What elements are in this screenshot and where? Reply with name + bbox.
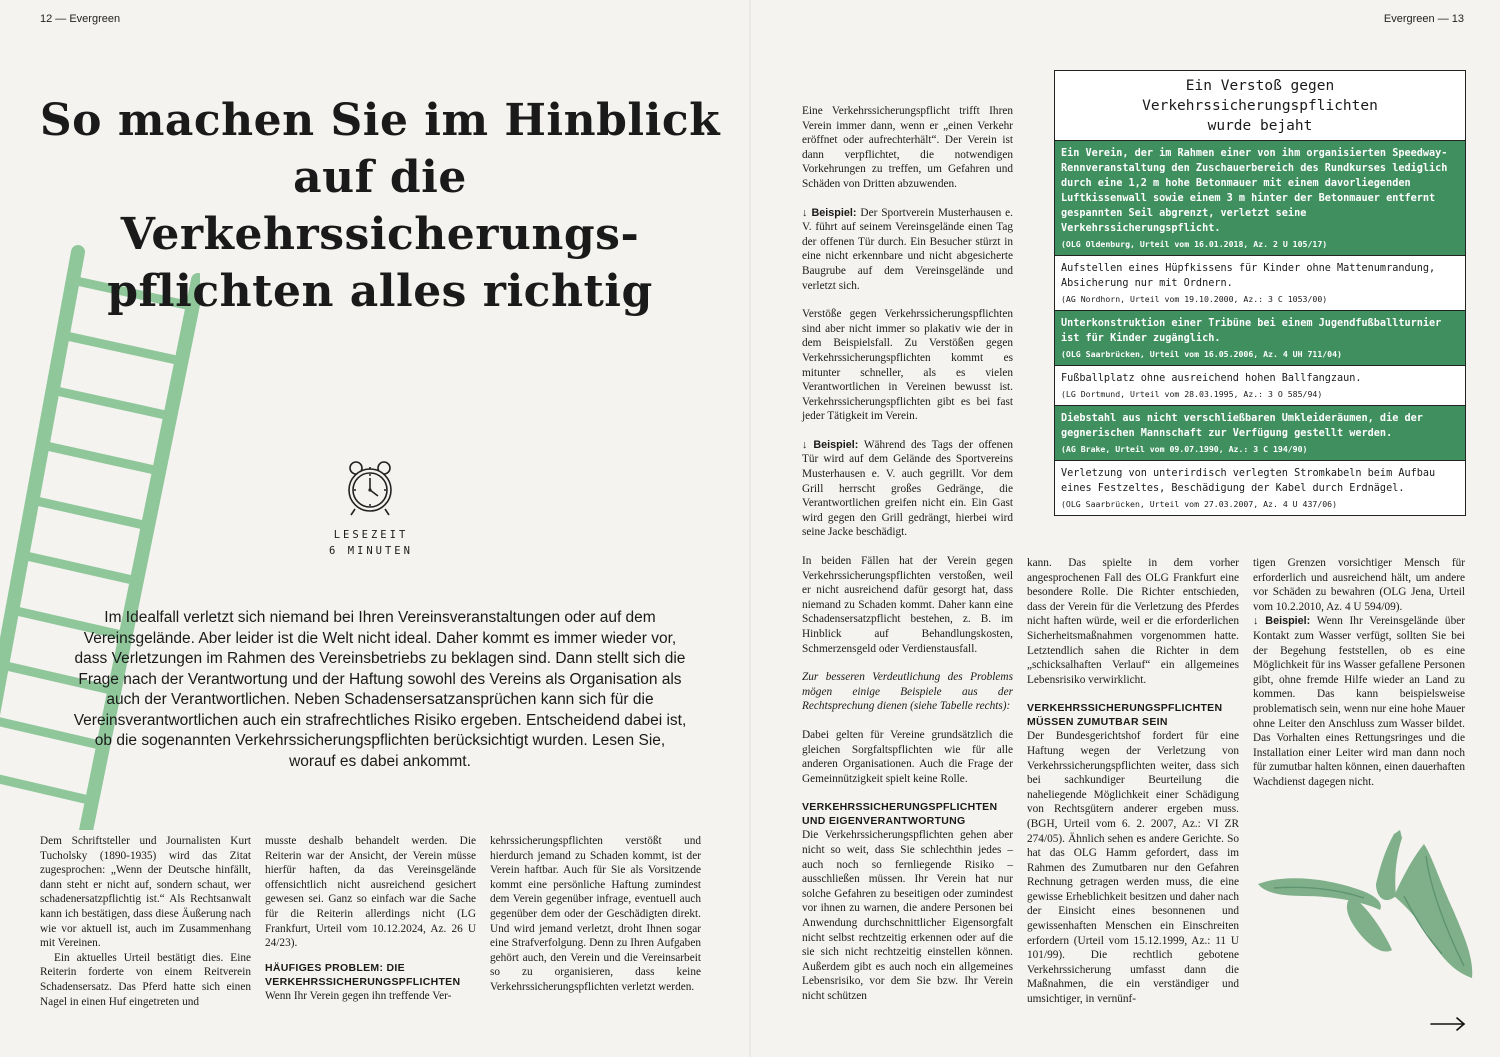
example-label: ↓ Beispiel:	[802, 438, 859, 451]
body-column-6	[1253, 556, 1465, 790]
folio-left: 12 — Evergreen	[40, 13, 121, 25]
body-column-5	[1027, 556, 1239, 1007]
table-row	[1055, 365, 1465, 405]
example-paragraph	[1253, 614, 1465, 789]
subheading: VERKEHRSSICHERUNGSPFLICHTEN MÜSSEN ZUMUTBAR SEIN	[1027, 702, 1223, 729]
table-row	[1055, 405, 1465, 460]
case-source: (OLG Saarbrücken, Urteil vom 16.05.2006, Az. 4 UH 711/04)	[1061, 349, 1342, 359]
body-paragraph: Eine Verkehrssicherungspflicht trifft Ihren Verein immer dann, wenn er „einen Verkehr eröffnet oder aufrechterhält“. Der Verein ist dann verpflichtet, die notwendigen Vorkehrungen zu treffen, um Gefahren und Schäden von Dritten abzuwenden.	[802, 105, 1013, 190]
table-row	[1055, 310, 1465, 365]
case-source: (LG Dortmund, Urteil vom 28.03.1995, Az.: 3 O 585/94)	[1061, 389, 1323, 399]
example-label: ↓ Beispiel:	[1253, 615, 1311, 628]
body-paragraph: Dem Schriftsteller und Journalisten Kurt Tucholsky (1890-1935) wird das Zitat zugesprochen: „Wenn der Deutsche hinfällt, dann steht er nicht auf, sondern schaut, wer schadenersatzpflichtig ist.“ Als Rechtsanwalt kann ich bestätigen, dass diese Äußerung nach wie vor aktuell ist, auch im Zusammenhang mit Vereinen.	[40, 835, 251, 950]
example-text: Der Sportverein Musterhausen e. V. führt auf seinem Vereinsgelände einen Tag der offenen Tür durch. Ein Besucher stürzt in eine nicht erkennbare und nicht abgesicherte Baugrube auf dem Vereinsgelände und verletzt sich.	[802, 206, 1013, 292]
body-paragraph: kehrssicherungspflichten verstößt und hierdurch jemand zu Schaden kommt, ist der Verein haftbar. Auch für Sie als Vorsitzende kommt eine persönliche Haftung zumindest dem Verein gegenüber infrage, eventuell auch gegenüber dem oder der Geschädigten direkt. Und wird jemand verletzt, droht Ihnen sogar eine Strafverfolgung. Denn zu Ihren Aufgaben gehört auch, den Verein und die Vereinsarbeit so zu organisieren, dass keine Verkehrssicherungspflichten verletzt werden.	[490, 835, 701, 993]
table-title	[1055, 71, 1465, 140]
case-text: Fußballplatz ohne ausreichend hohen Ballfangzaun.	[1061, 373, 1362, 384]
body-paragraph: In beiden Fällen hat der Verein gegen Verkehrssicherungspflichten verstoßen, weil er nicht ausreichend dafür gesorgt hat, dass niemand zu Schaden kommt. Daher kann eine Schadensersatzpflicht bestehen, z. B. im Hinblick auf Behandlungskosten, Schmerzensgeld oder Verdienstausfall.	[802, 555, 1013, 655]
example-text: Wenn Ihr Vereinsgelände über Kontakt zum Wasser verfügt, sollten Sie bei der Begehung feststellen, ob es eine Möglichkeit für ins Wasser gefallene Personen gibt, ohne fremde Hilfe wieder an Land zu kommen. Das kann beispielsweise problematisch sein, wenn nur eine hohe Mauer ohne Leiter den Anschluss zum Wasser bildet. Das Vorhalten eines Rettungsringes und die Installation einer Leiter wird man dann noch für zumutbar halten können, einen dauerhaften Wachdienst dagegen nicht.	[1253, 615, 1465, 788]
reading-time-label: LESEZEIT	[333, 529, 409, 541]
headline-line-3: pflichten alles richtig	[107, 266, 653, 317]
body-column-2	[265, 834, 476, 1003]
table-row	[1055, 255, 1465, 310]
alarm-clock-icon	[341, 459, 399, 517]
article-headline	[30, 92, 730, 320]
case-text: Diebstahl aus nicht verschließbaren Umkleideräumen, die der gegnerischen Mannschaft zur Verfügung gestellt werden.	[1061, 413, 1423, 439]
body-paragraph: Dabei gelten für Vereine grundsätzlich die gleichen Sorgfaltspflichten wie für alle anderen Organisationen. Auch die Frage der Gemeinnützigkeit spielt keine Rolle.	[802, 728, 1013, 785]
body-paragraph: Wenn Ihr Verein gegen ihn treffende Ver-	[265, 989, 452, 1002]
example-paragraph	[802, 206, 1013, 294]
case-law-table	[1054, 70, 1466, 516]
example-text: Während des Tags der offenen Tür wird auf dem Gelände des Sportvereins Musterhausen e. V. auch gegrillt. Vor dem Grill herrscht großes Gedränge, die Verantwortlichen greifen nicht ein. Ein Gast wird gegen den Grill gedrängt, hierbei wird seine Jacke beschädigt.	[802, 438, 1013, 539]
body-paragraph: musste deshalb behandelt werden. Die Reiterin war der Ansicht, der Verein müsse hierfür haften, da das Vereinsgelände offensichtlich nicht ausreichend gesichert gewesen sei. Ganz so einfach war die Sache für die Reiterin allerdings nicht (LG Frankfurt, Urteil vom 10.12.2024, Az. 26 U 24/23).	[265, 835, 476, 950]
headline-line-2: auf die Verkehrssicherungs-	[120, 152, 640, 260]
body-paragraph: Ein aktuelles Urteil bestätigt dies. Eine Reiterin forderte von einem Reitverein Schadensersatz. Das Pferd hatte sich einen Nagel in einen Huf eingetreten und	[40, 951, 251, 1008]
body-column-3	[490, 834, 701, 995]
body-column-1	[40, 834, 251, 1009]
italic-note: Zur besseren Verdeutlichung des Problems mögen einige Beispiele aus der Rechtsprechung dienen (siehe Tabelle rechts):	[802, 671, 1013, 713]
example-label: ↓ Beispiel:	[802, 206, 857, 219]
reading-time	[300, 527, 442, 559]
case-source: (AG Brake, Urteil vom 09.07.1990, Az.: 3 C 194/90)	[1061, 444, 1308, 454]
body-paragraph: kann. Das spielte in dem vorher angesprochenen Fall des OLG Frankfurt eine besondere Rolle. Die Richter entschieden, dass der Verein für die Verletzung des Pferdes nicht haften würde, weil er die erforderlichen Sicherheitsmaßnahmen vorgenommen hatte. Letztendlich sahen die Richter in dem „schicksalhaften Verlauf“ ein allgemeines Lebensrisiko verwirklicht.	[1027, 557, 1239, 686]
case-text: Unterkonstruktion einer Tribüne bei einem Jugendfußballturnier ist für Kinder zugänglich.	[1061, 318, 1442, 344]
body-paragraph: Verstöße gegen Verkehrssicherungspflichten sind aber nicht immer so plakativ wie der in dem Beispielsfall. Zu Verstößen gegen Verkehrssicherungspflichten kommt es mitunter schneller, als es vielen Verantwortlichen in Vereinen bewusst ist. Verkehrssicherungspflichten gibt es bei fast jeder Tätigkeit im Verein.	[802, 308, 1013, 423]
table-title-line-1: Ein Verstoß gegen	[1185, 78, 1335, 94]
headline-line-1: So machen Sie im Hinblick	[39, 95, 721, 146]
subheading: VERKEHRSSICHERUNGSPFLICHTEN UND EIGENVERANTWORTUNG	[802, 801, 998, 828]
table-title-line-3: wurde bejaht	[1207, 118, 1313, 134]
case-text: Ein Verein, der im Rahmen einer von ihm organisierten Speedway-Rennveranstaltung den Zuschauerbereich des Rundkurses lediglich durch eine 1,2 m hohe Betonmauer mit einem davorliegenden Luftkissenwall sowie einem 3 m hinter der Betonmauer entfernt gespannten Seil abgrenzt, verletzt seine Verkehrssicherungspflicht.	[1061, 148, 1448, 234]
reading-time-value: 6 MINUTEN	[329, 545, 413, 557]
body-paragraph: Der Bundesgerichtshof fordert für eine Haftung wegen der Verletzung von Verkehrssicherungspflichten weiter, dass sich bei sachkundiger Beurteilung die naheliegende Möglichkeit einer Schädigung von Rechtsgütern anderer ergeben muss. (BGH, Urteil vom 6. 2. 2007, Az.: VI ZR 274/05). Ähnlich sehen es andere Gerichte. So hat das OLG Hamm gefordert, dass im Rahmen des Zumutbaren nur den Gefahren Rechnung getragen werden muss, die eine gewisse Erheblichkeit besitzen und daher nach der Einsicht eines besonnenen und gewissenhaften Menschen ein Einschreiten erfordern (Urteil vom 15.12.1999, Az.: 11 U 101/99). Die rechtlich gebotene Verkehrssicherung umfasst dann die Maßnahmen, die ein verständiger und umsichtiger, in vernünf-	[1027, 730, 1239, 1006]
body-paragraph: Die Verkehrssicherungspflichten gehen aber nicht so weit, dass Sie schlechthin jedes – auch noch so fernliegende Risiko – ausschließen müssen. Ihr Verein hat nur solche Gefahren zu beseitigen oder zumindest vor ihnen zu warnen, die andere Personen bei Anwendung durchschnittlicher Eigensorgfalt nicht selbst rechtzeitig erkennen oder auf die sie sich nicht rechtzeitig einstellen können. Außerdem gibt es auch noch ein allgemeines Lebensrisiko, vor dem Sie bzw. Ihr Verein nicht schützen	[802, 829, 1013, 1002]
intro-paragraph: Im Idealfall verletzt sich niemand bei Ihren Vereinsveranstaltungen oder auf dem Vereinsgelände. Aber leider ist die Welt nicht ideal. Daher kommt es immer wieder vor, dass Verletzungen im Rahmen des Vereinsbetriebs zu beklagen sind. Dann stellt sich die Frage nach der Verantwortung und der Haftung sowohl des Vereins als Organisation als auch der Verantwortlichen. Neben Schadensersatzansprüchen kann sich für die Vereinsverantwortlichen auch ein strafrechtliches Risiko ergeben. Entscheidend dabei ist, ob die sogenannten Verkehrssicherungspflichten berücksichtigt wurden. Lesen Sie, worauf es dabei ankommt.	[73, 609, 687, 770]
case-text: Aufstellen eines Hüpfkissens für Kinder ohne Mattenumrandung, Absicherung nur mit Ordnern.	[1061, 263, 1436, 289]
folio-right: Evergreen — 13	[1383, 13, 1464, 25]
table-title-line-2: Verkehrssicherungspflichten	[1142, 98, 1378, 114]
body-paragraph: tigen Grenzen vorsichtiger Mensch für erforderlich und ausreichend hält, um andere vor Schäden zu bewahren (OLG Jena, Urteil vom 10.2.2010, Az. 4 U 594/09).	[1253, 557, 1465, 613]
arrow-right-icon[interactable]	[1430, 1014, 1466, 1034]
subheading: HÄUFIGES PROBLEM: DIE VERKEHRSSICHERUNGSPFLICHTEN	[265, 961, 461, 988]
table-row	[1055, 460, 1465, 515]
case-source: (OLG Oldenburg, Urteil vom 16.01.2018, Az. 2 U 105/17)	[1061, 239, 1328, 249]
case-source: (AG Nordhorn, Urteil vom 19.10.2000, Az.: 3 C 1053/00)	[1061, 294, 1328, 304]
case-source: (OLG Saarbrücken, Urteil vom 27.03.2007, Az. 4 U 437/06)	[1061, 499, 1338, 509]
banana-peel-illustration	[1254, 826, 1480, 980]
example-paragraph	[802, 438, 1013, 540]
table-row	[1055, 140, 1465, 255]
case-text: Verletzung von unterirdisch verlegten Stromkabeln beim Aufbau eines Festzeltes, Beschädigung der Kabel durch Erdnägel.	[1061, 468, 1436, 494]
body-column-4	[802, 104, 1013, 1003]
